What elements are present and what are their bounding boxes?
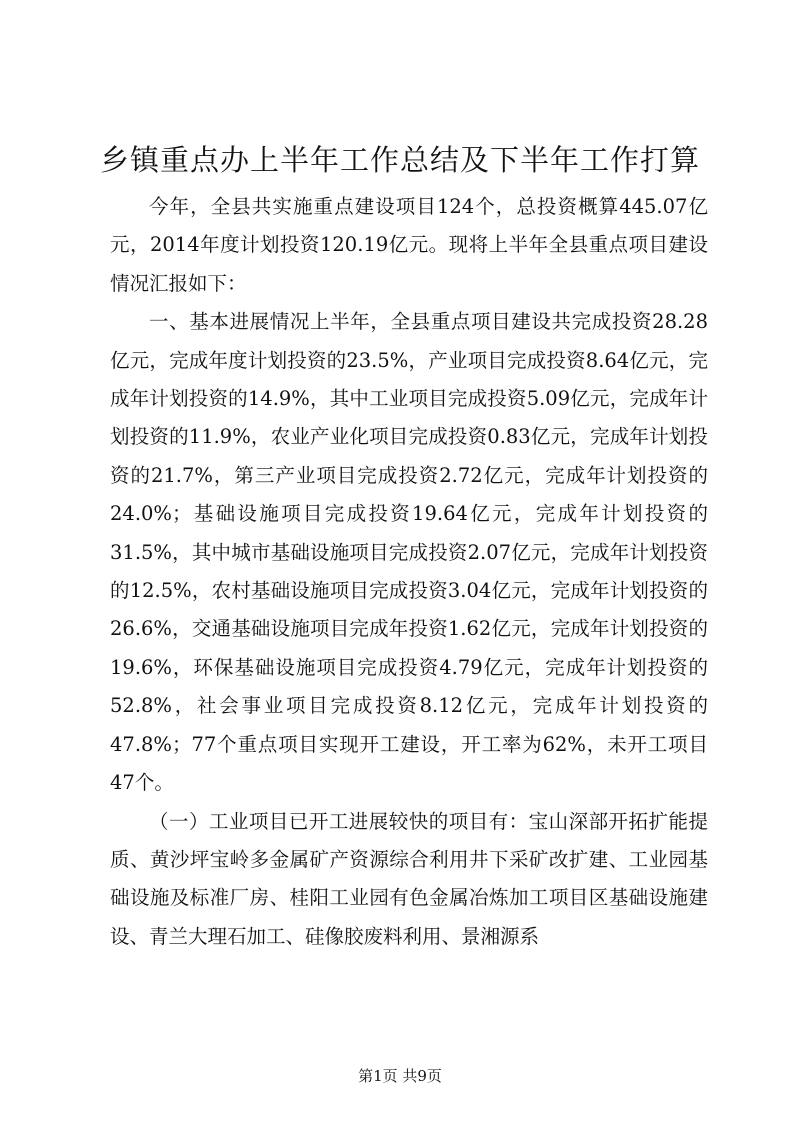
document-title: 乡镇重点办上半年工作总结及下半年工作打算 — [99, 143, 700, 177]
paragraph-progress: 一、基本进展情况上半年，全县重点项目建设共完成投资28.28亿元，完成年度计划投资的23.5%，产业项目完成投资8.64亿元，完成年计划投资的14.9%，其中工业项目完成投资5.09亿元，完成年计划投资的11.9%，农业产业化项目完成投资0.83亿元，完成年计划投资的21.7%，第三产业项目完成投资2.72亿元，完成年计划投资的24.0%；基础设施项目完成投资19.64亿元，完成年计划投资的31.5%，其中城市基础设施项目完成投资2.07亿元，完成年计划投资的12.5%，农村基础设施项目完成投资3.04亿元，完成年计划投资的26.6%，交通基础设施项目完成年投资1.62亿元，完成年计划投资的19.6%，环保基础设施项目完成投资4.79亿元，完成年计划投资的52.8%，社会事业项目完成投资8.12亿元，完成年计划投资的47.8%；77个重点项目实现开工建设，开工率为62%，未开工项目47个。 — [110, 310, 708, 795]
paragraph-industrial-projects: （一）工业项目已开工进展较快的项目有：宝山深部开拓扩能提质、黄沙坪宝岭多金属矿产资源综合利用井下采矿改扩建、工业园基础设施及标准厂房、桂阳工业园有色金属冶炼加工项目区基础设施建设、青兰大理石加工、硅像胶废料利用、景湘源系 — [110, 809, 708, 948]
document-body — [110, 188, 708, 956]
paragraph-intro: 今年，全县共实施重点建设项目124个，总投资概算445.07亿元，2014年度计划投资120.19亿元。现将上半年全县重点项目建设情况汇报如下： — [110, 195, 708, 295]
page-footer: 第1页 共9页 — [358, 1067, 442, 1085]
